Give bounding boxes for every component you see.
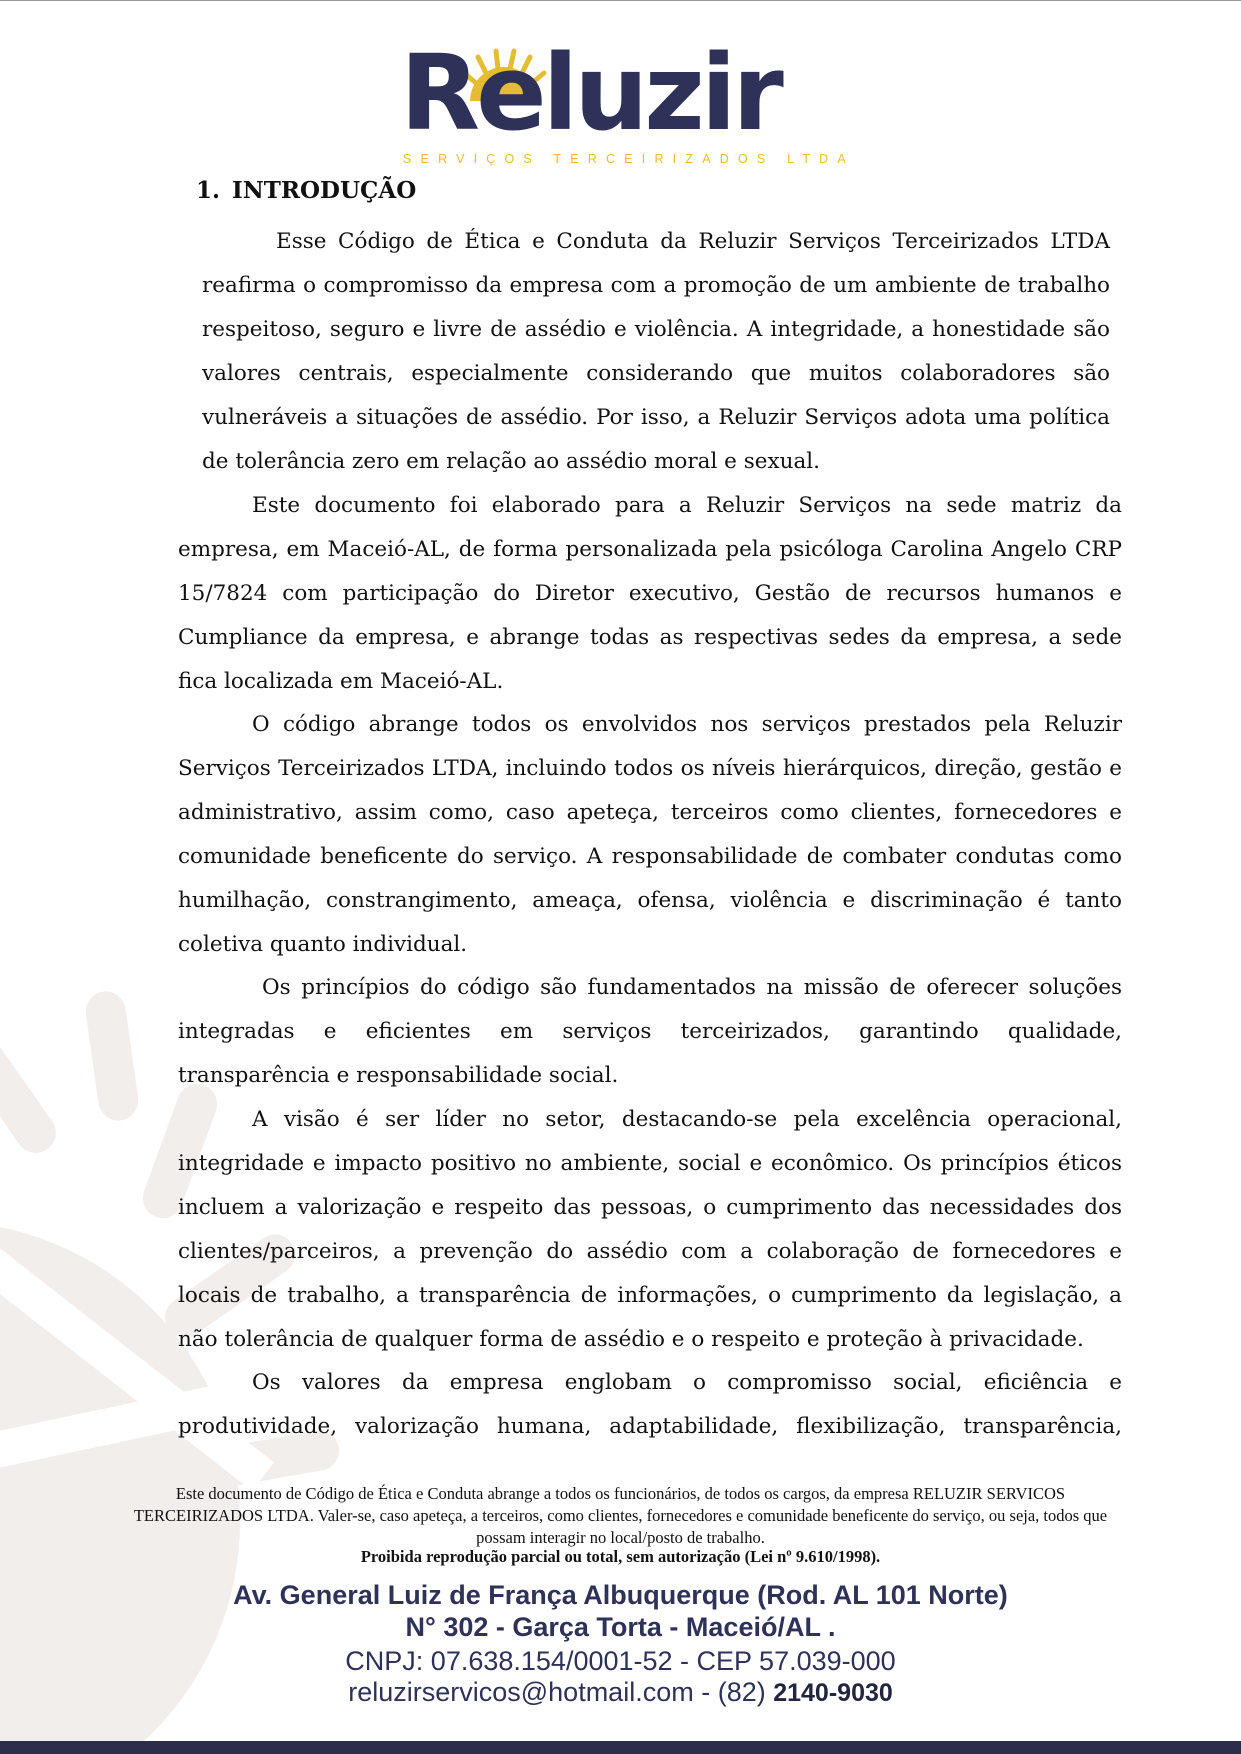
section-title: INTRODUÇÃO — [232, 177, 417, 204]
copyright-notice: Proibida reprodução parcial ou total, sem autorização (Lei nº 9.610/1998). — [360, 1547, 881, 1566]
section-number: 1. — [196, 177, 221, 204]
address-line-2: N° 302 - Garça Torta - Maceió/AL . — [405, 1612, 836, 1642]
contact-line — [120, 1677, 1121, 1708]
section-heading — [196, 177, 416, 204]
body-paragraph: O código abrange todos os envolvidos nos serviços prestados pela Reluzir Serviços Terceirizados LTDA, incluindo todos os níveis hierárquicos, direção, gestão e administrativo, assim como, caso apeteça, terceiros como clientes, fornecedores e comunidade beneficente do serviço. A responsabilidade de combater condutas como humilhação, constrangimento, ameaça, ofensa, violência e discriminação é tanto coletiva quanto individual. — [178, 712, 1122, 957]
body-paragraph: Os princípios do código são fundamentados na missão de oferecer soluções integradas e eficientes em serviços terceirizados, garantindo qualidade, transparência e responsabilidade social. — [178, 975, 1122, 1088]
footer-disclaimer: Este documento de Código de Ética e Conduta abrange a todos os funcionários, de todos os cargos, da empresa RELUZIR SERVICOS TERCEIRIZADOS LTDA. Valer-se, caso apeteça, a terceiros, como clientes, fornecedores e comunidade beneficente do serviço, ou seja, todos que possam interagir no local/posto de trabalho. — [133, 1484, 1108, 1547]
logo-subtitle: SERVIÇOS TERCEIRIZADOS LTDA — [403, 152, 855, 166]
company-logo — [400, 32, 870, 171]
address-line-1: Av. General Luiz de França Albuquerque (Rod. AL 101 Norte) — [233, 1580, 1008, 1610]
logo-wordmark: Reluzir — [400, 32, 780, 154]
cnpj-line: CNPJ: 07.638.154/0001-52 - CEP 57.039-000 — [345, 1646, 896, 1676]
footer-bar — [0, 1741, 1241, 1754]
email-text: reluzirservicos@hotmail.com - (82) — [348, 1677, 774, 1707]
body-paragraph: Este documento foi elaborado para a Reluzir Serviços na sede matriz da empresa, em Maceió-AL, de forma personalizada pela psicóloga Carolina Angelo CRP 15/7824 com participação do Diretor executivo, Gestão de recursos humanos e Cumpliance da empresa, e abrange todas as respectivas sedes da empresa, a sede fica localizada em Maceió-AL. — [178, 493, 1122, 694]
body-paragraph: A visão é ser líder no setor, destacando-se pela excelência operacional, integridade e impacto positivo no ambiente, social e econômico. Os princípios éticos incluem a valorização e respeito das pessoas, o cumprimento das necessidades dos clientes/parceiros, a prevenção do assédio com a colaboração de fornecedores e locais de trabalho, a transparência de informações, o cumprimento da legislação, a não tolerância de qualquer forma de assédio e o respeito e proteção à privacidade. — [178, 1107, 1122, 1352]
phone-number: 2140-9030 — [773, 1679, 893, 1707]
body-paragraph: Os valores da empresa englobam o compromisso social, eficiência e produtividade, valorização humana, adaptabilidade, flexibilização, transparência, — [178, 1370, 1122, 1439]
body-paragraph: Esse Código de Ética e Conduta da Reluzir Serviços Terceirizados LTDA reafirma o compromisso da empresa com a promoção de um ambiente de trabalho respeitoso, seguro e livre de assédio e violência. A integridade, a honestidade são valores centrais, especialmente considerando que muitos colaboradores são vulneráveis a situações de assédio. Por isso, a Reluzir Serviços adota uma política de tolerância zero em relação ao assédio moral e sexual. — [202, 229, 1110, 474]
